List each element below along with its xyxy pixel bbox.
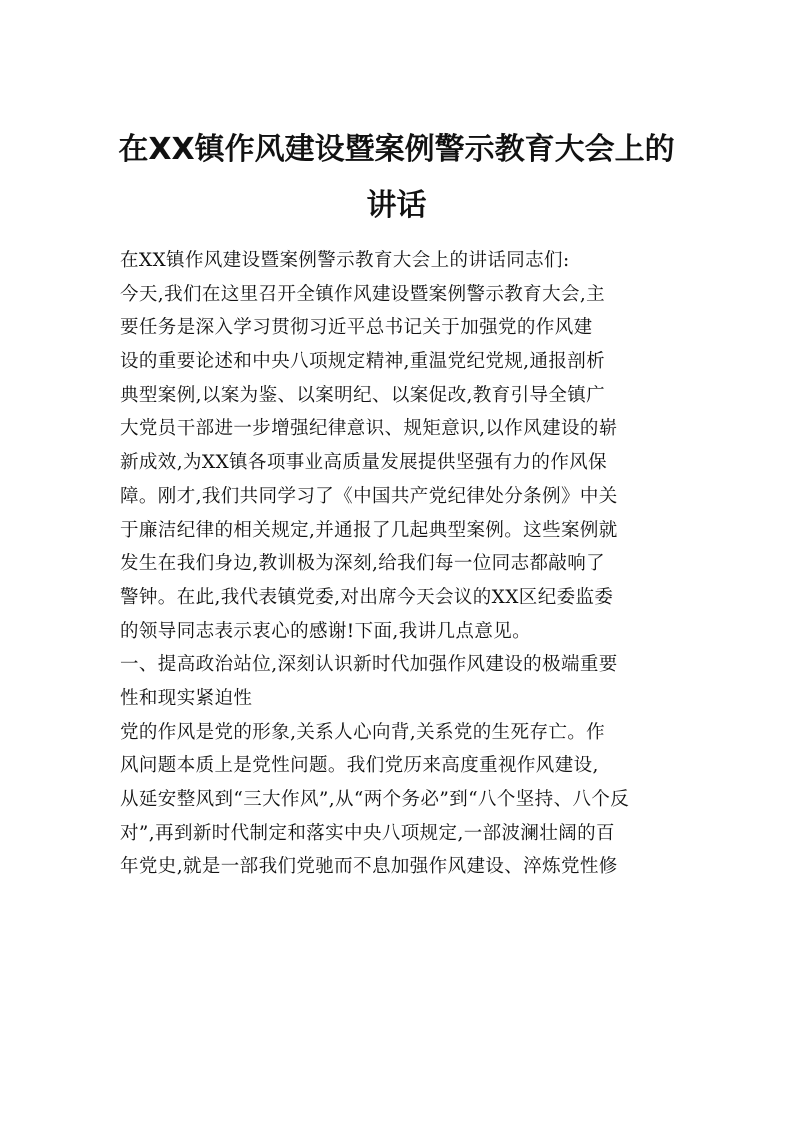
body-line: 风问题本质上是党性问题。我们党历来高度重视作风建设,	[120, 755, 599, 777]
body-line: 年党史,就是一部我们党驰而不息加强作风建设、淬炼党性修	[120, 856, 618, 878]
body-line: 警钟。在此,我代表镇党委,对出席今天会议的XX区纪委监委	[120, 586, 614, 608]
body-line: 党的作风是党的形象,关系人心向背,关系党的生死存亡。作	[120, 721, 606, 743]
body-line: 于廉洁纪律的相关规定,并通报了几起典型案例。这些案例就	[120, 519, 618, 541]
body-line: 发生在我们身边,教训极为深刻,给我们每一位同志都敲响了	[120, 553, 606, 575]
body-line: 的领导同志表示衷心的感谢!下面,我讲几点意见。	[120, 620, 532, 642]
body-line: 对”,再到新时代制定和落实中央八项规定,一部波澜壮阔的百	[120, 822, 615, 844]
title-line: 讲话	[366, 188, 427, 223]
section-heading-line: 性和现实紧迫性	[120, 687, 253, 709]
document-body	[120, 244, 680, 884]
body-line: 今天,我们在这里召开全镇作风建设暨案例警示教育大会,主	[120, 283, 606, 305]
section-heading-line: 一、提高政治站位,深刻认识新时代加强作风建设的极端重要	[120, 654, 618, 676]
document-title	[100, 122, 693, 234]
body-line: 在XX镇作风建设暨案例警示教育大会上的讲话同志们:	[120, 250, 570, 271]
title-line: 在XX镇作风建设暨案例警示教育大会上的	[118, 132, 675, 167]
body-line: 障。刚才,我们共同学习了《中国共产党纪律处分条例》中关	[120, 485, 618, 507]
body-line: 要任务是深入学习贯彻习近平总书记关于加强党的作风建	[120, 317, 593, 339]
body-line: 大党员干部进一步增强纪律意识、规矩意识,以作风建设的崭	[120, 418, 618, 440]
body-line: 典型案例,以案为鉴、以案明纪、以案促改,教育引导全镇广	[120, 384, 606, 406]
body-line: 从延安整风到“三大作风”,从“两个务必”到“八个坚持、八个反	[120, 789, 630, 810]
body-line: 新成效,为XX镇各项事业高质量发展提供坚强有力的作风保	[120, 452, 608, 474]
body-line: 设的重要论述和中央八项规定精神,重温党纪党规,通报剖析	[120, 351, 606, 373]
